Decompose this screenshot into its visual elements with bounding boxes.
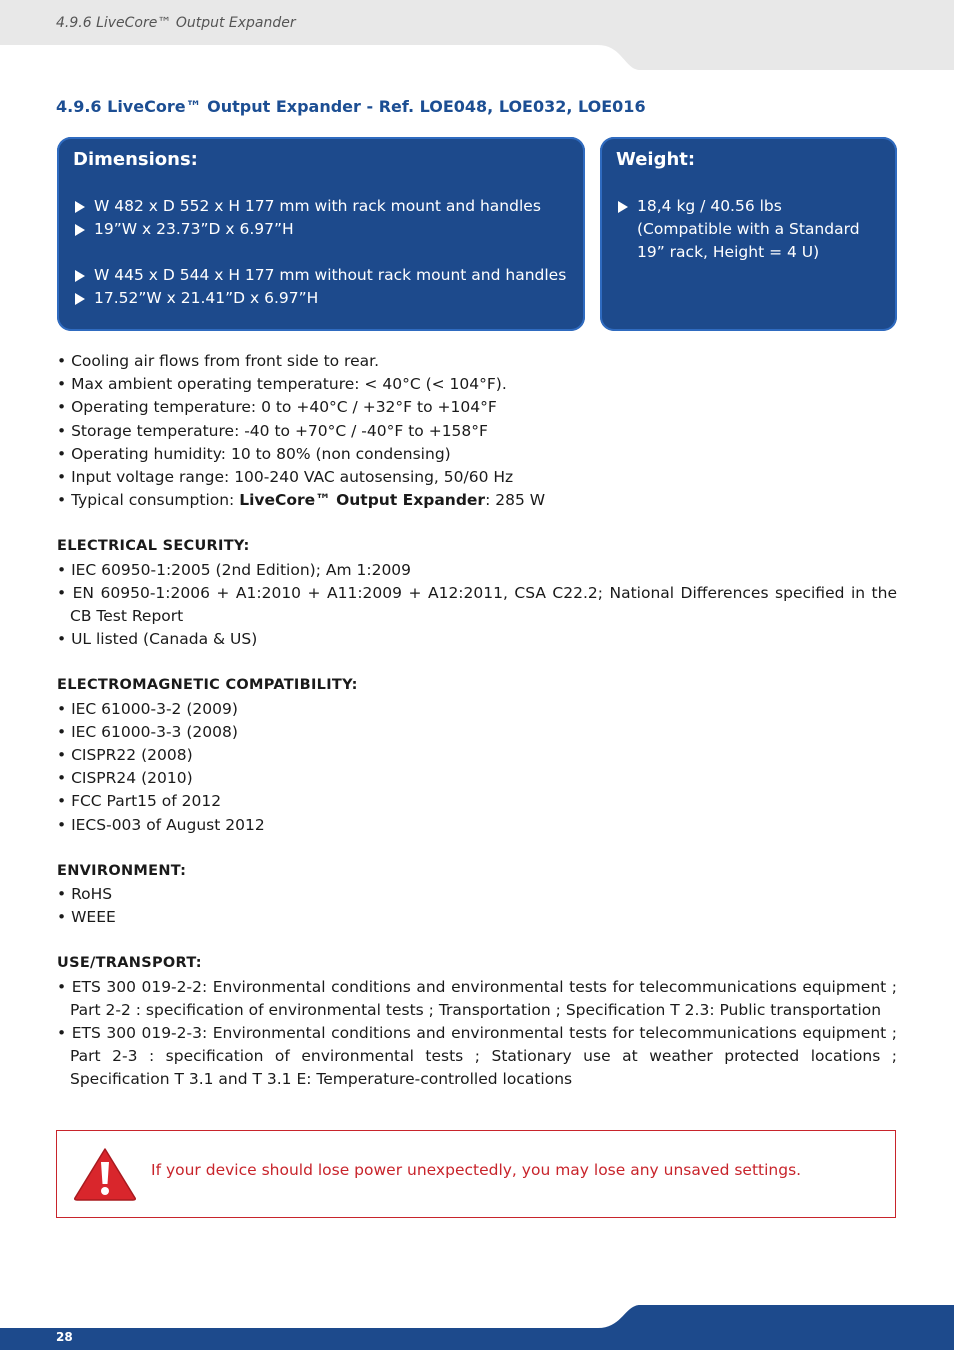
spec-line: • Max ambient operating temperature: < 40°C (< 104°F). bbox=[57, 375, 507, 394]
triangle-bullet-icon bbox=[618, 201, 628, 213]
section-title: 4.9.6 LiveCore™ Output Expander - Ref. LOE048, LOE032, LOE016 bbox=[56, 97, 646, 116]
footer-band bbox=[0, 1300, 954, 1350]
spec-line: • Cooling air flows from front side to rear. bbox=[57, 352, 380, 370]
list-item: • EN 60950-1:2006 + A1:2010 + A11:2009 + A12:2011, CSA C22.2; National Differences specified in the CB Test Report bbox=[57, 583, 897, 626]
dimensions-title: Dimensions: bbox=[73, 149, 198, 170]
triangle-bullet-icon bbox=[75, 201, 85, 213]
spec-line: • Input voltage range: 100-240 VAC autosensing, 50/60 Hz bbox=[57, 468, 514, 487]
list-item: • UL listed (Canada & US) bbox=[57, 630, 258, 649]
electrical-heading: ELECTRICAL SECURITY: bbox=[57, 538, 250, 555]
warning-triangle-icon bbox=[72, 1146, 138, 1202]
warning-text: If your device should lose power unexpectedly, you may lose any unsaved settings. bbox=[151, 1161, 802, 1179]
spec-line: • Operating humidity: 10 to 80% (non condensing) bbox=[57, 444, 451, 463]
dimensions-box bbox=[57, 137, 585, 331]
list-item: • WEEE bbox=[57, 908, 116, 927]
list-item: • ETS 300 019-2-3: Environmental conditions and environmental tests for telecommunications equipment ; Part 2-3 : specification of environmental tests ; Stationary use at weather protected locations ; Specification T 3.1 and T 3.1 E: Temperature-controlled locations bbox=[57, 1024, 897, 1089]
list-item: • FCC Part15 of 2012 bbox=[57, 792, 222, 811]
list-item: 17.52”W x 21.41”D x 6.97”H bbox=[75, 287, 566, 310]
list-item: • IEC 60950-1:2005 (2nd Edition); Am 1:2009 bbox=[57, 560, 412, 579]
header-band bbox=[0, 0, 954, 70]
list-item: • ETS 300 019-2-2: Environmental conditions and environmental tests for telecommunications equipment ; Part 2-2 : specification of environmental tests ; Transportation ; Specification T 2.3: Public transportation bbox=[57, 977, 897, 1019]
list-item: 18,4 kg / 40.56 lbs (Compatible with a Standard 19” rack, Height = 4 U) bbox=[618, 195, 880, 264]
list-item: 19”W x 23.73”D x 6.97”H bbox=[75, 218, 566, 241]
dimensions-list bbox=[75, 195, 566, 310]
triangle-bullet-icon bbox=[75, 293, 85, 305]
emc-heading: ELECTROMAGNETIC COMPATIBILITY: bbox=[57, 677, 358, 694]
spec-line: • Operating temperature: 0 to +40°C / +32°F to +104°F bbox=[57, 398, 497, 417]
list-item: • IEC 61000-3-3 (2008) bbox=[57, 722, 238, 741]
specifications bbox=[57, 350, 897, 1092]
transport-heading: USE/TRANSPORT: bbox=[57, 955, 202, 972]
weight-list bbox=[618, 195, 880, 264]
weight-box bbox=[600, 137, 897, 331]
spec-line: • Storage temperature: -40 to +70°C / -40°F to +158°F bbox=[57, 421, 488, 440]
spec-line-consumption: • Typical consumption: LiveCore™ Output Expander: 285 W bbox=[57, 491, 546, 510]
list-item: W 482 x D 552 x H 177 mm with rack mount and handles bbox=[75, 195, 566, 218]
list-item: • IECS-003 of August 2012 bbox=[57, 815, 265, 834]
header-title: 4.9.6 LiveCore™ Output Expander bbox=[56, 15, 296, 31]
list-item: • IEC 61000-3-2 (2009) bbox=[57, 699, 238, 718]
weight-title: Weight: bbox=[616, 149, 696, 170]
environment-heading: ENVIRONMENT: bbox=[57, 862, 187, 879]
page-number: 28 bbox=[56, 1330, 73, 1344]
warning-box bbox=[56, 1130, 896, 1218]
triangle-bullet-icon bbox=[75, 270, 85, 282]
list-item: W 445 x D 544 x H 177 mm without rack mount and handles bbox=[75, 264, 566, 287]
list-item: • CISPR22 (2008) bbox=[57, 746, 193, 765]
list-item: • CISPR24 (2010) bbox=[57, 769, 193, 788]
triangle-bullet-icon bbox=[75, 224, 85, 236]
list-item: • RoHS bbox=[57, 885, 113, 904]
